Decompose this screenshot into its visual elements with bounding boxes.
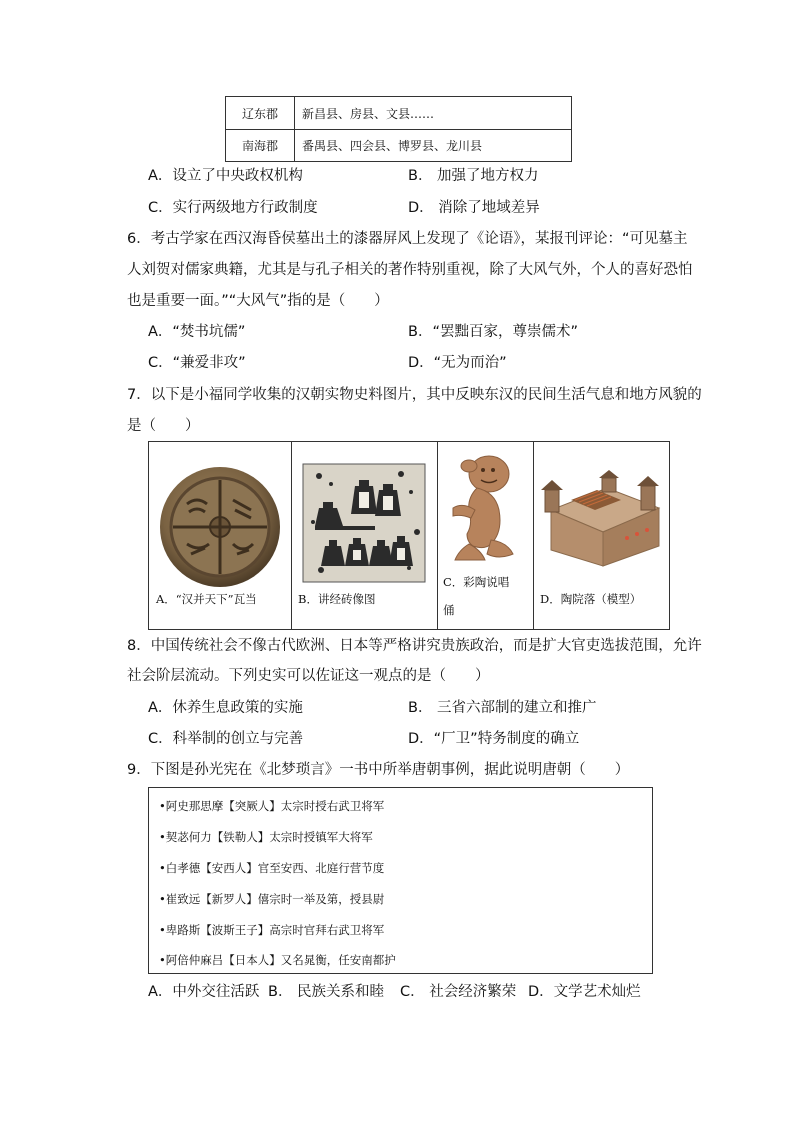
caption-d: D．陶院落（模型） <box>540 592 642 606</box>
list-item: •白孝德【安西人】官至安西、北庭行营节度 <box>159 861 385 875</box>
roof-tile-image <box>157 464 283 590</box>
q8-option-a: A．休养生息政策的实施 <box>148 700 303 716</box>
q6-option-a: A．“焚书坑儒” <box>148 324 246 340</box>
caption-b: B．讲经砖像图 <box>298 592 376 606</box>
list-item: •卑路斯【波斯王子】高宗时官拜右武卫将军 <box>159 923 385 937</box>
q8-option-b: B． 三省六部制的建立和推广 <box>408 700 597 716</box>
q6-option-c: C．“兼爱非攻” <box>148 355 246 371</box>
q9-stem: 9．下图是孙光宪在《北梦琐言》一书中所举唐朝事例，据此说明唐朝（ ） <box>127 762 630 778</box>
q9-option-d: D．文学艺术灿烂 <box>528 984 641 1000</box>
commandery-cell: 南海郡 <box>226 129 295 161</box>
q7-stem-line-2: 是（ ） <box>127 418 200 434</box>
q5-option-a: A．设立了中央政权机构 <box>148 168 303 184</box>
table-row <box>226 97 571 130</box>
list-item: •阿史那思摩【突厥人】太宗时授右武卫将军 <box>159 799 385 813</box>
q5-option-c: C．实行两级地方行政制度 <box>148 200 318 216</box>
q5-option-d: D． 消除了地域差异 <box>408 200 540 216</box>
list-item: •崔致远【新罗人】僖宗时一举及第，授县尉 <box>159 892 385 906</box>
list-item: •阿倍仲麻吕【日本人】又名晁衡，任安南都护 <box>159 953 396 967</box>
q9-option-b: B． 民族关系和睦 <box>268 984 385 1000</box>
q6-stem-line-2: 人刘贺对儒家典籍，尤其是与孔子相关的著作特别重视，除了大风气外，个人的喜好恐怕 <box>127 262 693 278</box>
pottery-courtyard-image <box>541 460 663 568</box>
q6-option-d: D．“无为而治” <box>408 355 507 371</box>
caption-c: C．彩陶说唱 <box>443 575 510 589</box>
q8-stem-line-2: 社会阶层流动。下列史实可以佐证这一观点的是（ ） <box>127 668 490 684</box>
counties-cell: 新昌县、房县、文县…… <box>302 106 435 121</box>
table-row <box>226 129 571 161</box>
q5-option-b: B． 加强了地方权力 <box>408 168 539 184</box>
tang-examples-box <box>148 787 653 974</box>
q6-option-b: B．“罢黜百家，尊崇儒术” <box>408 324 578 340</box>
brick-relief-image <box>301 462 427 584</box>
q9-option-a: A．中外交往活跃 <box>148 984 260 1000</box>
caption-a: A．“汉并天下”瓦当 <box>156 592 257 606</box>
storyteller-figurine-image <box>447 448 525 564</box>
county-table <box>225 96 572 162</box>
q9-option-c: C． 社会经济繁荣 <box>400 984 517 1000</box>
q6-stem-line-3: 也是重要一面。”“大风气”指的是（ ） <box>127 293 389 309</box>
q7-stem-line-1: 7．以下是小福同学收集的汉朝实物史料图片，其中反映东汉的民间生活气息和地方风貌的 <box>127 387 702 403</box>
list-item: •契苾何力【铁勒人】太宗时授镇军大将军 <box>159 830 373 844</box>
q6-stem-line-1: 6．考古学家在西汉海昏侯墓出土的漆器屏风上发现了《论语》，某报刊评论：“可见墓主 <box>127 231 688 247</box>
counties-cell: 番禺县、四会县、博罗县、龙川县 <box>302 138 483 153</box>
caption-c-cont: 俑 <box>443 603 455 617</box>
q8-stem-line-1: 8．中国传统社会不像古代欧洲、日本等严格讲究贵族政治，而是扩大官吏选拔范围，允许 <box>127 638 702 654</box>
q8-option-c: C．科举制的创立与完善 <box>148 731 304 747</box>
q8-option-d: D．“厂卫”特务制度的确立 <box>408 731 580 747</box>
commandery-cell: 辽东郡 <box>226 97 295 129</box>
